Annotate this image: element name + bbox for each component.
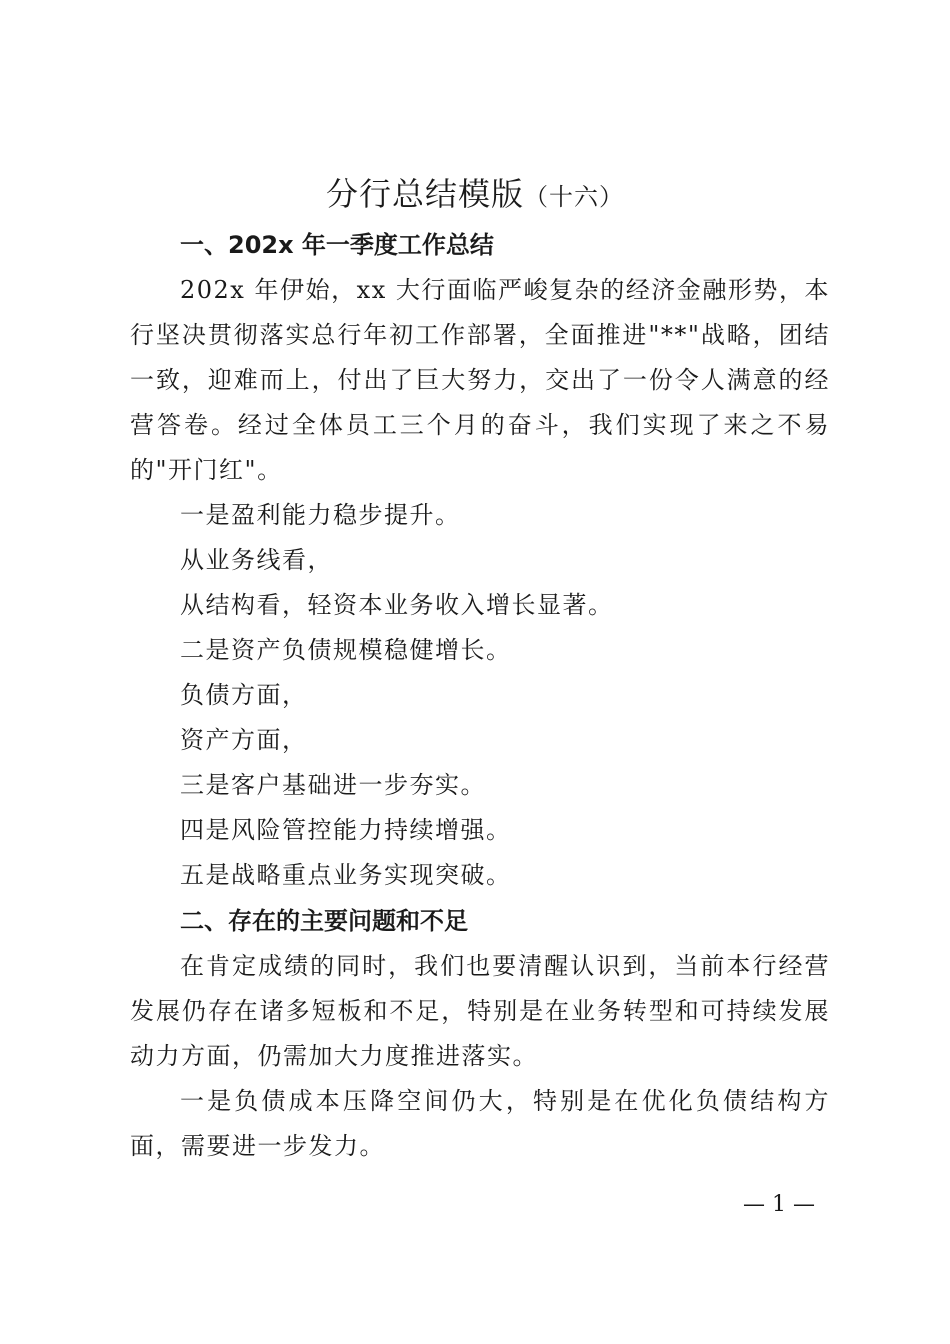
section-2-paragraph-intro: 在肯定成绩的同时，我们也要清醒认识到，当前本行经营发展仍存在诸多短板和不足，特别是在业务转型和可持续发展动力方面，仍需加大力度推进落实。 [130, 952, 830, 1070]
section-1-paragraph-intro: 202x 年伊始，xx 大行面临严峻复杂的经济金融形势，本行坚决贯彻落实总行年初工作部署，全面推进"**"战略，团结一致，迎难而上，付出了巨大努力，交出了一份令人满意的经营答卷。经过全体员工三个月的奋斗，我们实现了来之不易的"开门红"。 [130, 276, 830, 484]
section-1-point-4: 四是风险管控能力持续增强。 [180, 816, 512, 844]
title-main: 分行总结模版 [325, 175, 524, 213]
section-1-point-2: 二是资产负债规模稳健增长。 [180, 636, 512, 664]
section-2-point-1: 一是负债成本压降空间仍大，特别是在优化负债结构方面，需要进一步发力。 [130, 1087, 830, 1160]
page-number: — 1 — [743, 1192, 815, 1217]
page-title [0, 170, 950, 221]
section-1-line-liabilities: 负债方面， [180, 681, 308, 709]
document-body [130, 222, 830, 1169]
section-1-line-structure: 从结构看，轻资本业务收入增长显著。 [180, 591, 614, 619]
section-1-point-1: 一是盈利能力稳步提升。 [180, 501, 461, 529]
section-1-point-3: 三是客户基础进一步夯实。 [180, 771, 486, 799]
section-1-point-5: 五是战略重点业务实现突破。 [180, 861, 512, 889]
section-1-line-assets: 资产方面， [180, 726, 308, 754]
title-suffix: （十六） [524, 183, 624, 211]
section-1-line-business: 从业务线看， [180, 546, 333, 574]
section-heading-1: 一、202x 年一季度工作总结 [180, 231, 494, 259]
section-heading-2: 二、存在的主要问题和不足 [180, 907, 468, 935]
